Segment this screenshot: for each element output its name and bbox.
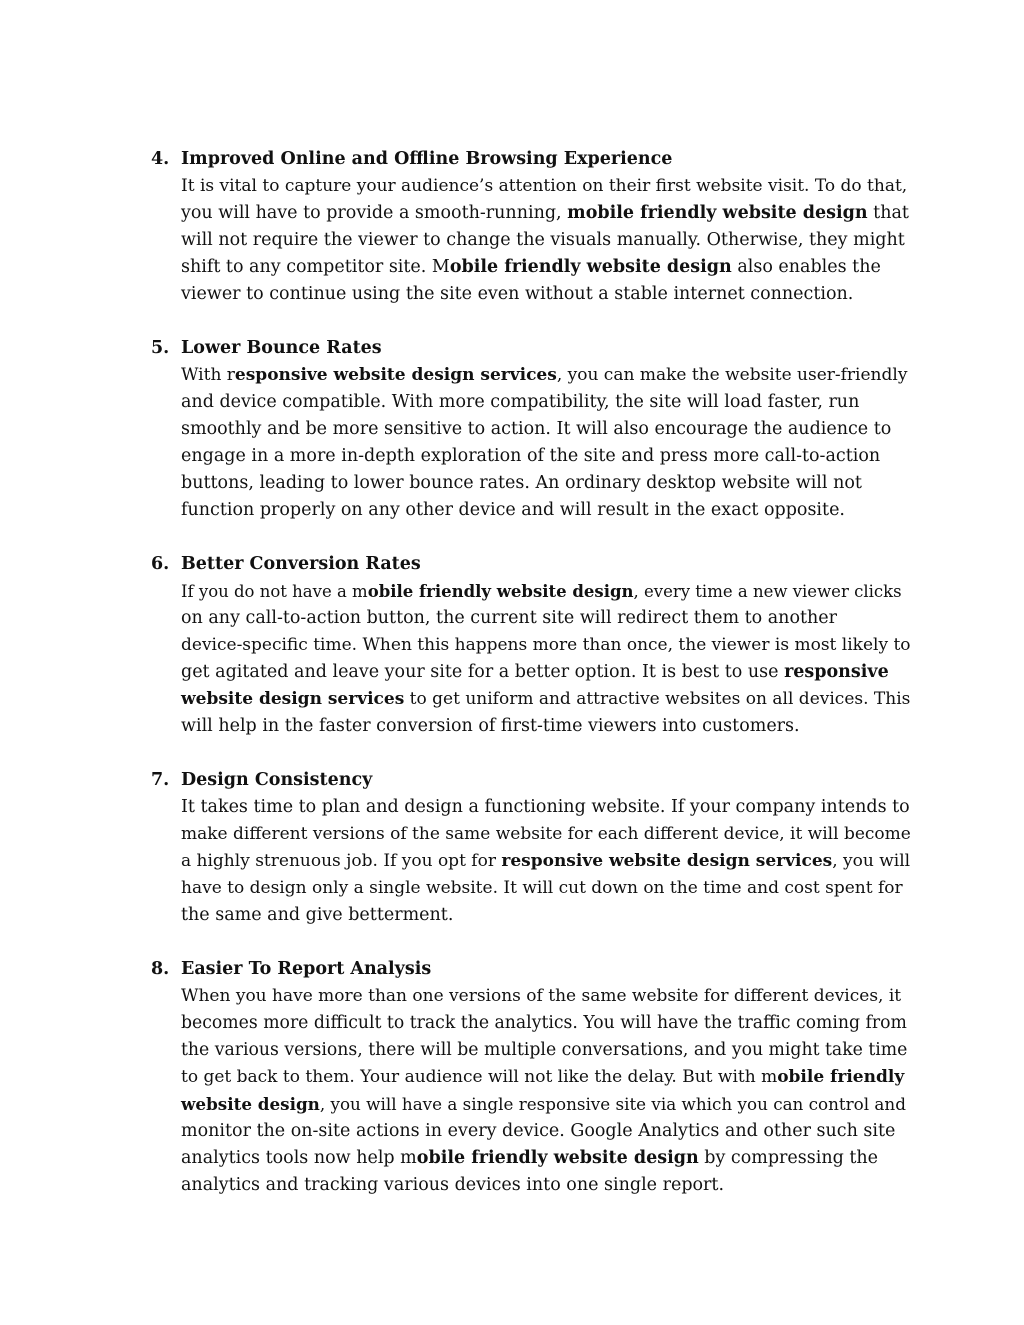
section-heading: Easier To Report Analysis bbox=[181, 959, 432, 979]
list-item-body bbox=[181, 335, 911, 524]
text-run: and device compatible. With more compatibility, the site will load faster, run bbox=[181, 392, 860, 412]
paragraph-line bbox=[181, 902, 911, 929]
paragraph-line bbox=[181, 794, 911, 821]
text-run: will not require the viewer to change the visuals manually. Otherwise, they might bbox=[181, 230, 905, 250]
text-run: When you have more than one versions of the same website for different devices, it bbox=[181, 986, 902, 1006]
text-run: analytics and tracking various devices into one single report. bbox=[181, 1175, 725, 1195]
list-item bbox=[0, 551, 1024, 740]
bold-keyword: obile friendly website design bbox=[449, 257, 732, 277]
bold-keyword: mobile friendly website design bbox=[567, 203, 868, 223]
list-item-number: 5. bbox=[151, 338, 170, 358]
text-run: monitor the on-site actions in every device. Google Analytics and other such site bbox=[181, 1121, 896, 1141]
paragraph-line bbox=[181, 227, 911, 254]
bold-keyword: obile friendly website design bbox=[367, 582, 634, 601]
bold-keyword: website design services bbox=[181, 689, 405, 709]
text-run: , every time a new viewer clicks bbox=[633, 582, 902, 601]
text-run: will help in the faster conversion of first-time viewers into customers. bbox=[181, 716, 800, 736]
paragraph-line bbox=[181, 1064, 911, 1091]
text-run: It is vital to capture your audience’s attention on their first website visit. To do that, bbox=[181, 176, 908, 196]
text-run: that bbox=[867, 203, 909, 223]
bold-keyword: esponsive website design services bbox=[234, 365, 557, 385]
text-run: you will have to provide a smooth-running, bbox=[181, 203, 568, 223]
paragraph-line bbox=[181, 713, 911, 740]
paragraph-line bbox=[181, 686, 911, 713]
list-item-body bbox=[181, 146, 911, 308]
paragraph-line bbox=[181, 1145, 911, 1172]
text-run: If you do not have a m bbox=[181, 582, 368, 601]
text-run: the various versions, there will be multiple conversations, and you might take time bbox=[181, 1040, 908, 1060]
text-run: viewer to continue using the site even without a stable internet connection. bbox=[181, 284, 854, 304]
paragraph-line bbox=[181, 1010, 911, 1037]
text-run: get agitated and leave your site for a better option. It is best to use bbox=[181, 662, 785, 682]
text-run: shift to any competitor site. M bbox=[181, 257, 450, 277]
text-run: to get back to them. Your audience will not like the delay. But with m bbox=[181, 1067, 778, 1087]
paragraph-line bbox=[181, 1118, 911, 1145]
bold-keyword: obile friendly bbox=[777, 1067, 905, 1087]
text-run: analytics tools now help m bbox=[181, 1148, 417, 1168]
list-item-number: 7. bbox=[151, 770, 170, 790]
list-item-number: 8. bbox=[151, 959, 170, 979]
paragraph-line bbox=[181, 389, 911, 416]
text-run: , you can make the website user-friendly bbox=[556, 365, 908, 385]
text-run: function properly on any other device and will result in the exact opposite. bbox=[181, 500, 845, 520]
paragraph-line bbox=[181, 1172, 911, 1199]
paragraph-line bbox=[181, 362, 911, 389]
list-item bbox=[0, 767, 1024, 929]
paragraph-line bbox=[181, 605, 911, 632]
list-item bbox=[0, 146, 1024, 308]
text-run: by compressing the bbox=[698, 1148, 879, 1168]
text-run: also enables the bbox=[731, 257, 881, 277]
section-heading: Improved Online and Offline Browsing Experience bbox=[181, 149, 673, 169]
paragraph-line bbox=[181, 254, 911, 281]
text-run: have to design only a single website. It will cut down on the time and cost spent for bbox=[181, 878, 903, 898]
list-item-body bbox=[181, 956, 911, 1199]
section-heading: Lower Bounce Rates bbox=[181, 338, 382, 358]
text-run: , you will have a single responsive site via which you can control and bbox=[319, 1094, 906, 1114]
text-run: engage in a more in-depth exploration of the site and press more call-to-action bbox=[181, 446, 881, 466]
list-item-body bbox=[181, 767, 911, 929]
paragraph-line bbox=[181, 281, 911, 308]
text-run: With r bbox=[181, 365, 235, 385]
paragraph-line bbox=[181, 875, 911, 902]
bold-keyword: responsive website design services bbox=[501, 851, 833, 871]
paragraph-line bbox=[181, 1091, 911, 1118]
paragraph-line bbox=[181, 848, 911, 875]
text-run: , you will bbox=[832, 851, 911, 871]
list-item-body bbox=[181, 551, 911, 740]
text-run: smoothly and be more sensitive to action. It will also encourage the audience to bbox=[181, 419, 892, 439]
paragraph-line bbox=[181, 1037, 911, 1064]
bold-keyword: responsive bbox=[784, 662, 889, 682]
bold-keyword: obile friendly website design bbox=[416, 1148, 699, 1168]
paragraph-line bbox=[181, 443, 911, 470]
text-run: make different versions of the same website for each different device, it will become bbox=[181, 824, 911, 844]
text-run: the same and give betterment. bbox=[181, 905, 454, 925]
section-heading: Better Conversion Rates bbox=[181, 554, 421, 574]
paragraph-line bbox=[181, 983, 911, 1010]
list-item-number: 4. bbox=[151, 149, 170, 169]
section-heading: Design Consistency bbox=[181, 770, 373, 790]
list-item bbox=[0, 956, 1024, 1199]
paragraph-line bbox=[181, 632, 911, 659]
text-run: a highly strenuous job. If you opt for bbox=[181, 851, 502, 871]
list-item-number: 6. bbox=[151, 554, 170, 574]
paragraph-line bbox=[181, 578, 911, 605]
text-run: to get uniform and attractive websites on all devices. This bbox=[404, 689, 911, 709]
bold-keyword: website design bbox=[181, 1094, 320, 1114]
paragraph-line bbox=[181, 416, 911, 443]
text-run: buttons, leading to lower bounce rates. An ordinary desktop website will not bbox=[181, 473, 862, 493]
list-item bbox=[0, 335, 1024, 524]
paragraph-line bbox=[181, 173, 911, 200]
paragraph-line bbox=[181, 470, 911, 497]
document-page bbox=[0, 146, 1024, 1226]
text-run: becomes more difficult to track the analytics. You will have the traffic coming from bbox=[181, 1013, 907, 1033]
text-run: on any call-to-action button, the current site will redirect them to another bbox=[181, 608, 838, 628]
text-run: It takes time to plan and design a functioning website. If your company intends to bbox=[181, 797, 910, 817]
paragraph-line bbox=[181, 497, 911, 524]
text-run: device-specific time. When this happens more than once, the viewer is most likely to bbox=[181, 635, 911, 655]
paragraph-line bbox=[181, 821, 911, 848]
paragraph-line bbox=[181, 200, 911, 227]
paragraph-line bbox=[181, 659, 911, 686]
